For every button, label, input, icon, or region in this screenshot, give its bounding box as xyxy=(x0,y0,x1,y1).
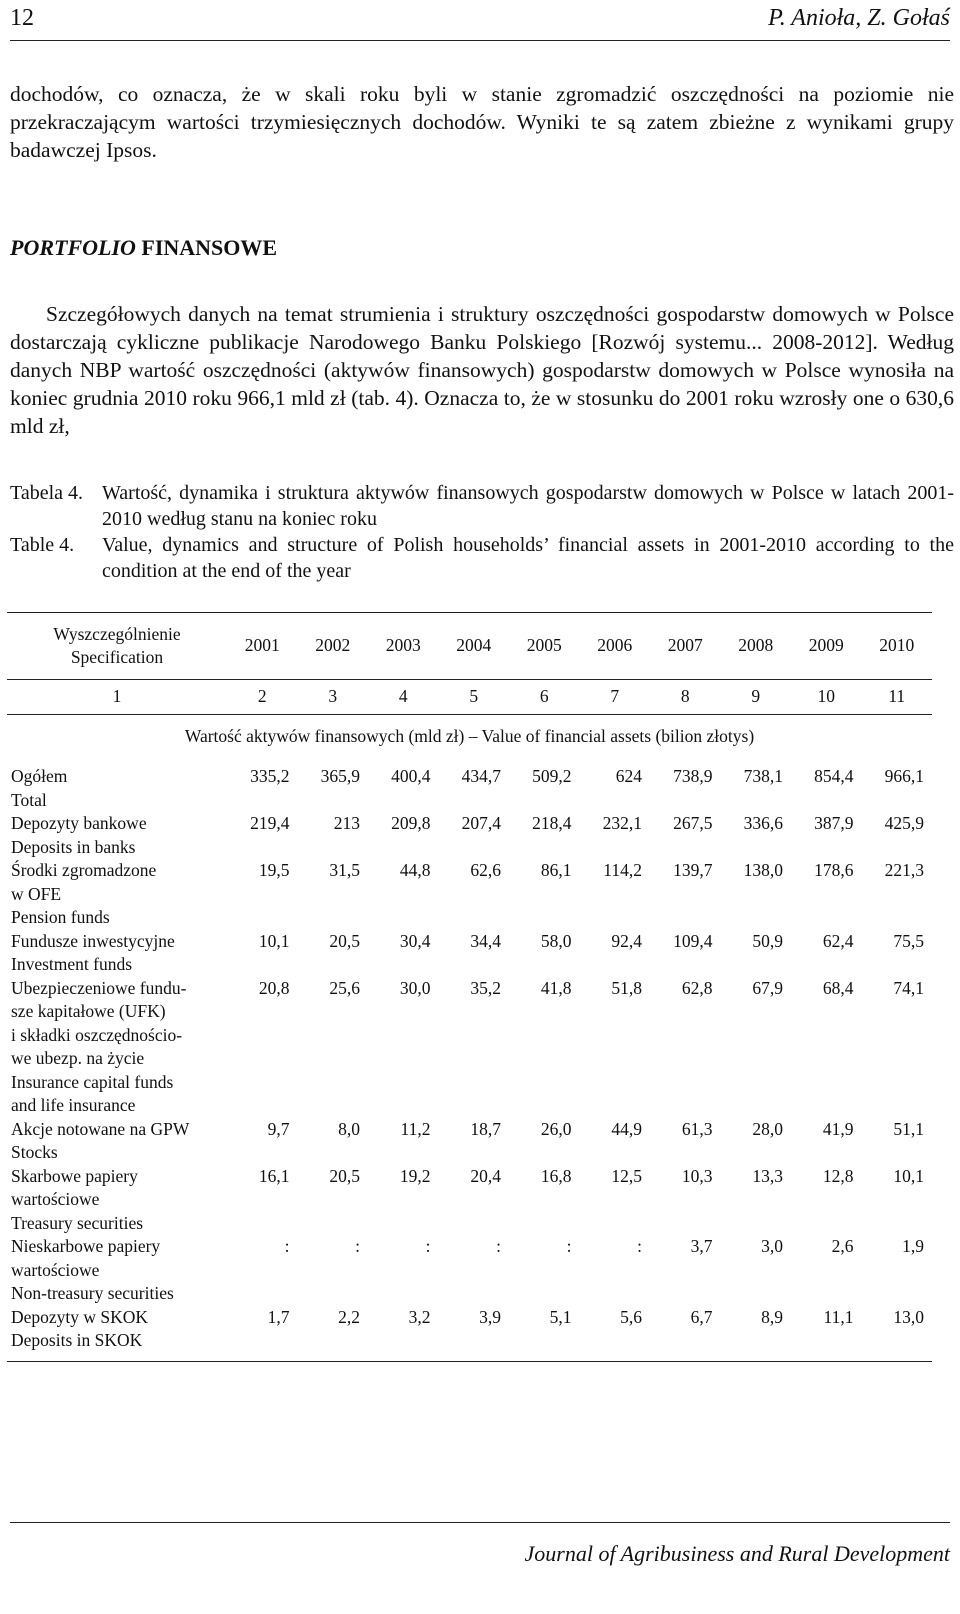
table-row xyxy=(7,1306,932,1362)
row-label xyxy=(7,759,227,812)
row-label-line: Non-treasury securities xyxy=(11,1283,174,1303)
cell-value: 738,1 xyxy=(743,766,783,786)
cell-value: : xyxy=(284,1236,290,1256)
cell-value: 16,8 xyxy=(540,1165,572,1186)
cell-value: 25,6 xyxy=(329,977,360,998)
cell-value: 41,9 xyxy=(822,1118,854,1139)
header-year: 2002 xyxy=(298,613,369,680)
cell-value: 209,8 xyxy=(391,813,431,833)
cell-value: 8,0 xyxy=(338,1118,360,1139)
column-number: 9 xyxy=(721,680,792,715)
row-label-line: Skarbowe papiery xyxy=(11,1165,138,1186)
table-header-row xyxy=(7,613,932,680)
cell-value: 738,9 xyxy=(673,766,713,786)
cell-value: : xyxy=(496,1236,501,1256)
cell-value: 5,6 xyxy=(580,1306,651,1362)
column-number-row xyxy=(7,680,932,715)
cell-value: 50,9 xyxy=(752,930,783,951)
running-footer xyxy=(10,1522,950,1566)
column-number: 7 xyxy=(580,680,651,715)
table-row xyxy=(7,812,932,859)
row-label xyxy=(7,1165,227,1236)
subheader-row xyxy=(7,715,932,760)
table-row xyxy=(7,930,932,977)
cell-value: 6,7 xyxy=(650,1306,721,1362)
row-label-line: wartościowe xyxy=(11,1259,100,1280)
header-year: 2001 xyxy=(227,613,298,680)
cell-value: 213 xyxy=(333,813,360,833)
section-title-rest: FINANSOWE xyxy=(135,235,278,260)
cell-value: 44,9 xyxy=(611,1118,642,1139)
cell-value: 28,0 xyxy=(752,1118,783,1139)
row-label-line: Total xyxy=(11,789,47,810)
row-label xyxy=(7,1306,227,1362)
column-number: 8 xyxy=(650,680,721,715)
header-year: 2007 xyxy=(650,613,721,680)
cell-value: 13,3 xyxy=(752,1165,783,1186)
cell-value: 365,9 xyxy=(320,766,360,786)
cell-value: 2,2 xyxy=(298,1306,369,1362)
cell-value: 232,1 xyxy=(602,813,642,833)
cell-value: 68,4 xyxy=(822,977,854,998)
row-label-line: Treasury securities xyxy=(11,1212,144,1233)
cell-value: 335,2 xyxy=(250,766,290,786)
cell-value: 35,2 xyxy=(470,977,501,998)
cell-value: 62,6 xyxy=(470,860,501,880)
cell-value: 74,1 xyxy=(893,977,924,998)
column-number: 11 xyxy=(862,680,933,715)
cell-value: 966,1 xyxy=(884,766,924,786)
cell-value: 109,4 xyxy=(673,930,713,951)
header-year: 2010 xyxy=(862,613,933,680)
cell-value: 178,6 xyxy=(814,860,854,880)
table-body xyxy=(7,680,932,1362)
table-row xyxy=(7,859,932,930)
row-label xyxy=(7,930,227,977)
cell-value: 19,2 xyxy=(399,1165,431,1186)
cell-value: 218,4 xyxy=(532,813,572,833)
cell-value: 20,4 xyxy=(470,1165,501,1186)
column-number: 10 xyxy=(791,680,862,715)
cell-value: 12,5 xyxy=(611,1165,642,1186)
cell-value: 41,8 xyxy=(540,977,572,998)
cell-value: 434,7 xyxy=(461,766,501,786)
running-header xyxy=(10,0,950,41)
column-number: 5 xyxy=(439,680,510,715)
cell-value: 30,0 xyxy=(399,977,431,998)
cell-value: 51,8 xyxy=(611,977,642,998)
caption-polish xyxy=(10,480,954,532)
header-spec-en: Specification xyxy=(70,647,164,667)
table-row xyxy=(7,1165,932,1236)
header-year: 2005 xyxy=(509,613,580,680)
cell-value: : xyxy=(637,1236,642,1256)
cell-value: 3,7 xyxy=(690,1236,713,1256)
financial-assets-table xyxy=(7,612,932,1362)
cell-value: 20,8 xyxy=(258,977,290,998)
cell-value: 3,0 xyxy=(761,1236,783,1256)
journal-name: Journal of Agribusiness and Rural Development xyxy=(524,1541,950,1566)
row-label-line: Ubezpieczeniowe fundu- xyxy=(11,977,187,998)
cell-value: 8,9 xyxy=(721,1306,792,1362)
table-row xyxy=(7,1235,932,1306)
header-spec-pl: Wyszczególnienie xyxy=(53,623,181,644)
cell-value: 30,4 xyxy=(399,930,431,951)
cell-value: 20,5 xyxy=(329,1165,360,1186)
row-label-line: Deposits in banks xyxy=(11,836,136,857)
cell-value: 221,3 xyxy=(884,860,924,880)
cell-value: 336,6 xyxy=(743,813,783,833)
cell-value: 11,1 xyxy=(791,1306,862,1362)
cell-value: 62,8 xyxy=(681,977,713,998)
cell-value: 3,2 xyxy=(368,1306,439,1362)
row-label-line: and life insurance xyxy=(11,1095,136,1115)
row-label-line: sze kapitałowe (UFK) xyxy=(11,1001,166,1021)
row-label xyxy=(7,1235,227,1306)
column-number: 2 xyxy=(227,680,298,715)
cell-value: 61,3 xyxy=(681,1118,713,1139)
header-year: 2008 xyxy=(721,613,792,680)
row-label-line: Środki zgromadzone xyxy=(11,860,157,880)
table-row xyxy=(7,1118,932,1165)
section-title-italic: PORTFOLIO xyxy=(10,235,136,260)
cell-value: 2,6 xyxy=(831,1236,854,1256)
paragraph-continuation: dochodów, co oznacza, że w skali roku byli w stanie zgromadzić oszczędności na poziomie nie przekraczającym wartości trzymiesięcznych dochodów. Wyniki te są zatem zbieżne z wynikami grupy badawczej Ipsos. xyxy=(10,82,954,162)
cell-value: 3,9 xyxy=(439,1306,510,1362)
column-number: 1 xyxy=(7,680,227,715)
row-label xyxy=(7,977,227,1118)
row-label-line: Stocks xyxy=(11,1142,58,1162)
cell-value: 1,7 xyxy=(227,1306,298,1362)
cell-value: 26,0 xyxy=(540,1118,572,1139)
table-caption xyxy=(10,480,954,584)
cell-value: 509,2 xyxy=(532,766,572,786)
page-number: 12 xyxy=(10,5,34,31)
cell-value: 34,4 xyxy=(470,930,501,951)
row-label xyxy=(7,1118,227,1165)
row-label-line: Deposits in SKOK xyxy=(11,1330,143,1350)
row-label-line: Pension funds xyxy=(11,907,110,927)
caption-english xyxy=(10,532,954,584)
row-label-line: i składki oszczędnościo- xyxy=(11,1024,183,1045)
caption-label-en: Table 4. xyxy=(10,534,75,556)
column-number: 4 xyxy=(368,680,439,715)
section-title xyxy=(10,235,277,261)
header-year: 2004 xyxy=(439,613,510,680)
table-row xyxy=(7,977,932,1118)
row-label-line: Insurance capital funds xyxy=(11,1071,174,1092)
cell-value: 13,0 xyxy=(862,1306,933,1362)
cell-value: 16,1 xyxy=(258,1165,290,1186)
row-label-line: Depozyty w SKOK xyxy=(11,1306,149,1327)
running-head-authors: P. Anioła, Z. Gołaś xyxy=(768,5,950,31)
row-label-line: Nieskarbowe papiery xyxy=(11,1236,161,1256)
row-label-line: Akcje notowane na GPW xyxy=(11,1118,190,1139)
cell-value: 31,5 xyxy=(329,860,360,880)
cell-value: 19,5 xyxy=(258,860,290,880)
cell-value: 425,9 xyxy=(884,813,924,833)
row-label-line: Fundusze inwestycyjne xyxy=(11,930,175,951)
row-label-line: Depozyty bankowe xyxy=(11,813,147,833)
row-label-line: wartościowe xyxy=(11,1189,100,1209)
cell-value: 18,7 xyxy=(470,1118,501,1139)
caption-text-en: Value, dynamics and structure of Polish households’ financial assets in 2001-2010 according to the condition at the end of the year xyxy=(102,534,954,582)
caption-label-pl: Tabela 4. xyxy=(10,482,84,504)
cell-value: 219,4 xyxy=(250,813,290,833)
cell-value: 62,4 xyxy=(822,930,854,951)
cell-value: 267,5 xyxy=(673,813,713,833)
cell-value: 10,3 xyxy=(681,1165,713,1186)
row-label-line: we ubezp. na życie xyxy=(11,1048,145,1068)
cell-value: : xyxy=(425,1236,431,1256)
cell-value: 9,7 xyxy=(267,1118,290,1139)
header-year: 2009 xyxy=(791,613,862,680)
table-subheader: Wartość aktywów finansowych (mld zł) – Value of financial assets (bilion złotys) xyxy=(184,726,755,747)
row-label xyxy=(7,859,227,930)
cell-value: 10,1 xyxy=(893,1165,924,1186)
cell-value: 1,9 xyxy=(902,1236,924,1256)
cell-value: 138,0 xyxy=(743,860,783,880)
cell-value: 207,4 xyxy=(461,813,501,833)
paragraph-portfolio: Szczegółowych danych na temat strumienia i struktury oszczędności gospodarstw domowych w Polsce dostarczają cykliczne publikacje Narodowego Banku Polskiego [Rozwój systemu... 2008-2012]. Według danych NBP wartość oszczędności (aktywów finansowych) gospodarstw domowych w Polsce wynosiła na koniec grudnia 2010 roku 966,1 mld zł (tab. 4). Oznacza to, że w stosunku do 2001 roku wzrosły one o 630,6 mld zł, xyxy=(10,302,954,438)
cell-value: 854,4 xyxy=(814,766,854,786)
caption-text-pl: Wartość, dynamika i struktura aktywów finansowych gospodarstw domowych w Polsce w latach 2001-2010 według stanu na koniec roku xyxy=(102,482,954,530)
cell-value: 400,4 xyxy=(391,766,431,786)
column-number: 3 xyxy=(298,680,369,715)
cell-value: 139,7 xyxy=(673,860,713,880)
cell-value: 20,5 xyxy=(329,930,360,951)
cell-value: 92,4 xyxy=(611,930,642,951)
column-number: 6 xyxy=(509,680,580,715)
cell-value: 12,8 xyxy=(822,1165,854,1186)
cell-value: 51,1 xyxy=(893,1118,924,1139)
row-label-line: w OFE xyxy=(11,883,62,904)
cell-value: 624 xyxy=(615,766,642,786)
cell-value: 387,9 xyxy=(814,813,854,833)
cell-value: 67,9 xyxy=(752,977,783,998)
cell-value: 5,1 xyxy=(509,1306,580,1362)
header-specification xyxy=(7,613,227,680)
cell-value: : xyxy=(566,1236,572,1256)
cell-value: 86,1 xyxy=(540,860,572,880)
row-label-line: Investment funds xyxy=(11,954,133,974)
cell-value: 114,2 xyxy=(603,860,642,880)
cell-value: 10,1 xyxy=(258,930,290,951)
cell-value: 75,5 xyxy=(893,930,924,951)
row-label-line: Ogółem xyxy=(11,766,68,786)
cell-value: : xyxy=(355,1236,360,1256)
cell-value: 58,0 xyxy=(540,930,572,951)
cell-value: 11,2 xyxy=(400,1118,431,1139)
cell-value: 44,8 xyxy=(399,860,431,880)
table-row xyxy=(7,759,932,812)
header-year: 2003 xyxy=(368,613,439,680)
row-label xyxy=(7,812,227,859)
header-year: 2006 xyxy=(580,613,651,680)
